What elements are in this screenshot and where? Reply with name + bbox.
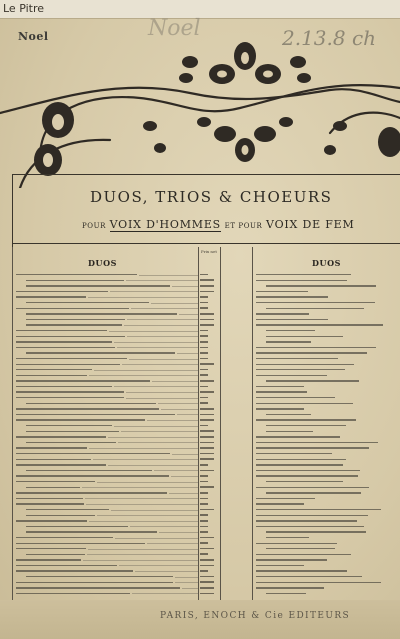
leader-dots [172, 286, 198, 287]
entry-price [200, 542, 208, 544]
entry-text [256, 302, 375, 303]
entry-price [200, 576, 214, 578]
entry-text [256, 459, 346, 460]
entry-price [200, 402, 208, 404]
entry-text [26, 431, 119, 432]
entry-text [256, 324, 383, 325]
entry-text [256, 453, 332, 454]
entry-text [16, 308, 129, 309]
leader-dots [126, 392, 198, 393]
leader-dots [119, 565, 198, 566]
entry-text [256, 296, 328, 297]
entry-text [26, 576, 173, 577]
entry-text [266, 492, 361, 493]
entry-text [26, 526, 128, 527]
entry-text [256, 576, 362, 577]
entry-text [16, 391, 124, 392]
entry-text [16, 341, 112, 342]
entry-text [16, 481, 95, 482]
leader-dots [177, 414, 198, 415]
entry-text [256, 408, 304, 409]
catalog-title: DUOS, TRIOS & CHOEURS [90, 188, 333, 206]
entry-text [16, 548, 86, 549]
entry-text [16, 498, 83, 499]
entry-price [200, 559, 214, 561]
entry-text [256, 358, 338, 359]
entry-price [200, 436, 214, 438]
subtitle-pour-1: POUR [82, 222, 107, 230]
entry-price [200, 498, 208, 500]
entry-text [26, 470, 152, 471]
entry-price [200, 341, 208, 343]
entry-price [200, 414, 214, 416]
leader-dots [124, 325, 198, 326]
entry-text [16, 364, 120, 365]
entry-text [256, 280, 347, 281]
leader-dots [114, 342, 198, 343]
entry-price [200, 358, 208, 360]
entry-text [256, 570, 347, 571]
leader-dots [175, 577, 198, 578]
entry-text [256, 582, 381, 583]
entry-price [200, 581, 214, 583]
entry-price [200, 380, 214, 382]
entry-price [200, 397, 208, 399]
entry-text [266, 425, 346, 426]
leader-dots [121, 431, 198, 432]
entry-price [200, 531, 208, 533]
entry-text [26, 352, 175, 353]
entry-price [200, 447, 214, 449]
entry-text [16, 369, 92, 370]
catalog-entry [16, 591, 220, 597]
entry-text [256, 447, 369, 448]
entry-text [16, 503, 84, 504]
entry-price [200, 492, 208, 494]
leader-dots [169, 493, 198, 494]
leader-dots [126, 280, 198, 281]
entry-text [16, 543, 145, 544]
leader-dots [88, 297, 198, 298]
entry-text [256, 419, 356, 420]
entry-price [200, 274, 208, 276]
left-entry-list [16, 272, 220, 596]
entry-price [200, 391, 214, 393]
leader-dots [127, 319, 198, 320]
leader-dots [93, 459, 198, 460]
entry-text [16, 565, 117, 566]
entry-price [200, 464, 208, 466]
leader-dots [108, 465, 198, 466]
entry-price [200, 470, 214, 472]
entry-text [16, 358, 127, 359]
entry-price [200, 520, 208, 522]
entry-price [200, 347, 208, 349]
entry-text [26, 487, 80, 488]
entry-text [16, 296, 86, 297]
subtitle-et-pour: ET POUR [224, 222, 263, 230]
column-rule [12, 247, 13, 607]
leader-dots [115, 538, 198, 539]
entry-text [26, 531, 157, 532]
leader-dots [154, 470, 198, 471]
entry-text [26, 302, 149, 303]
entry-text [16, 419, 145, 420]
entry-text [256, 559, 327, 560]
leader-dots [89, 375, 198, 376]
leader-dots [129, 359, 198, 360]
entry-text [256, 565, 304, 566]
column-rule [220, 247, 221, 607]
entry-text [256, 515, 368, 516]
entry-text [256, 397, 335, 398]
entry-price [200, 363, 214, 365]
pencil-annotation-left: Noel [148, 16, 201, 41]
leader-dots [159, 532, 198, 533]
leader-dots [158, 403, 198, 404]
entry-price [200, 369, 208, 371]
entry-price [200, 442, 214, 444]
leader-dots [172, 454, 198, 455]
entry-text [26, 515, 95, 516]
entry-text [266, 414, 311, 415]
entry-text [16, 291, 108, 292]
entry-text [256, 352, 367, 353]
leader-dots [161, 409, 198, 410]
entry-text [16, 582, 173, 583]
entry-text [256, 347, 376, 348]
entry-price [200, 453, 214, 455]
entry-text [16, 593, 130, 594]
entry-text [256, 319, 328, 320]
entry-text [256, 291, 308, 292]
entry-text [256, 403, 353, 404]
left-column-heading: DUOS [88, 258, 118, 268]
entry-price [200, 486, 214, 488]
price-column-header: Prix net [201, 249, 217, 254]
entry-text [266, 431, 313, 432]
entry-price [200, 526, 208, 528]
leader-dots [97, 515, 198, 516]
leader-dots [126, 398, 198, 399]
entry-text [266, 308, 364, 309]
entry-text [16, 347, 115, 348]
publisher-footer: PARIS, ENOCH & Cie EDITEURS [160, 611, 351, 621]
entry-text [16, 436, 106, 437]
leader-dots [117, 347, 198, 348]
pencil-annotation-right: 2.13.8 ch [282, 26, 377, 50]
entry-text [16, 475, 169, 476]
leader-dots [108, 437, 198, 438]
entry-text [16, 570, 133, 571]
leader-dots [131, 308, 198, 309]
leader-dots [177, 353, 198, 354]
right-column-heading: DUOS [312, 258, 342, 268]
leader-dots [88, 549, 198, 550]
entry-text [256, 369, 345, 370]
leader-dots [122, 364, 198, 365]
entry-text [266, 593, 306, 594]
entry-text [266, 481, 343, 482]
leader-dots [132, 593, 198, 594]
entry-text [266, 336, 343, 337]
entry-price [200, 296, 208, 298]
entry-price [200, 509, 214, 511]
entry-price [200, 319, 214, 321]
entry-text [16, 559, 81, 560]
leader-dots [97, 482, 198, 483]
entry-text [256, 587, 324, 588]
column-rule [252, 247, 253, 607]
entry-text [256, 475, 358, 476]
entry-text [26, 442, 116, 443]
leader-dots [152, 381, 198, 382]
leader-dots [147, 543, 198, 544]
leader-dots [175, 582, 198, 583]
entry-text [256, 436, 340, 437]
entry-price [200, 553, 208, 555]
entry-price [200, 503, 208, 505]
entry-text [26, 280, 124, 281]
entry-price [200, 548, 214, 550]
leader-dots [89, 521, 198, 522]
subtitle-voix-hommes: VOIX D'HOMMES [109, 218, 222, 231]
entry-text [256, 313, 309, 314]
entry-text [256, 464, 343, 465]
entry-text [266, 380, 359, 381]
entry-text [16, 397, 124, 398]
leader-dots [118, 442, 198, 443]
entry-text [16, 375, 87, 376]
entry-text [16, 464, 106, 465]
entry-text [266, 537, 309, 538]
entry-text [16, 408, 159, 409]
entry-price [200, 419, 214, 421]
entry-text [266, 285, 376, 286]
entry-text [266, 330, 315, 331]
leader-dots [86, 504, 198, 505]
right-entry-list [256, 272, 400, 596]
leader-dots [111, 510, 198, 511]
leader-dots [85, 498, 198, 499]
entry-text [256, 509, 381, 510]
entry-text [26, 324, 122, 325]
entry-text [256, 364, 354, 365]
leader-dots [151, 303, 198, 304]
entry-price [200, 302, 208, 304]
entry-text [16, 336, 125, 337]
entry-text [256, 554, 351, 555]
entry-text [256, 375, 327, 376]
entry-price [200, 285, 214, 287]
entry-text [26, 319, 125, 320]
entry-text [256, 487, 369, 488]
leader-dots [114, 426, 198, 427]
leader-dots [89, 448, 198, 449]
leader-dots [110, 291, 198, 292]
entry-text [16, 520, 87, 521]
entry-text [256, 520, 357, 521]
entry-price [200, 570, 208, 572]
entry-text [26, 403, 156, 404]
entry-text [16, 537, 113, 538]
leader-dots [94, 370, 198, 371]
entry-price [200, 430, 214, 432]
entry-text [256, 274, 351, 275]
leader-dots [130, 526, 198, 527]
entry-text [256, 543, 337, 544]
entry-text [26, 425, 112, 426]
leader-dots [135, 571, 198, 572]
entry-price [200, 307, 208, 309]
leader-dots [114, 386, 198, 387]
leader-dots [139, 275, 198, 276]
entry-price [200, 291, 214, 293]
entry-text [16, 587, 180, 588]
entry-text [256, 526, 364, 527]
subtitle-voix-femmes: VOIX DE FEM [266, 218, 355, 231]
entry-price [200, 481, 208, 483]
entry-price [200, 352, 208, 354]
entry-text [266, 548, 335, 549]
leader-dots [147, 420, 198, 421]
leader-dots [171, 476, 198, 477]
category-label: Noel [18, 30, 49, 43]
entry-price [200, 324, 214, 326]
entry-text [16, 459, 91, 460]
entry-price [200, 335, 208, 337]
leader-dots [179, 314, 198, 315]
entry-text [16, 274, 137, 275]
entry-price [200, 514, 208, 516]
entry-text [16, 330, 107, 331]
leader-dots [127, 336, 198, 337]
entry-text [16, 380, 150, 381]
leader-dots [83, 560, 198, 561]
entry-text [256, 442, 378, 443]
entry-price [200, 587, 214, 589]
entry-text [16, 447, 87, 448]
entry-text [256, 386, 304, 387]
entry-price [200, 313, 214, 315]
leader-dots [182, 588, 198, 589]
catalog-subtitle [82, 218, 355, 231]
leader-dots [82, 487, 198, 488]
entry-price [200, 408, 214, 410]
entry-text [256, 470, 360, 471]
entry-text [16, 453, 170, 454]
entry-price [200, 374, 208, 376]
entry-price [200, 330, 208, 332]
entry-price [200, 279, 214, 281]
floral-ornament-icon [0, 38, 400, 188]
entry-price [200, 458, 214, 460]
entry-text [16, 386, 112, 387]
catalog-entry [256, 591, 400, 597]
entry-text [266, 531, 366, 532]
entry-text [26, 509, 109, 510]
entry-text [26, 285, 170, 286]
entry-price [200, 425, 208, 427]
entry-text [26, 554, 85, 555]
entry-text [16, 414, 175, 415]
entry-text [256, 498, 315, 499]
entry-text [26, 313, 177, 314]
entry-price [200, 593, 214, 595]
leader-dots [109, 331, 198, 332]
entry-text [256, 503, 304, 504]
entry-text [266, 341, 311, 342]
source-label: Le Pitre [3, 2, 45, 15]
entry-text [16, 492, 167, 493]
leader-dots [87, 554, 198, 555]
entry-price [200, 386, 208, 388]
entry-price [200, 537, 214, 539]
entry-price [200, 565, 214, 567]
entry-text [256, 391, 307, 392]
entry-price [200, 475, 208, 477]
